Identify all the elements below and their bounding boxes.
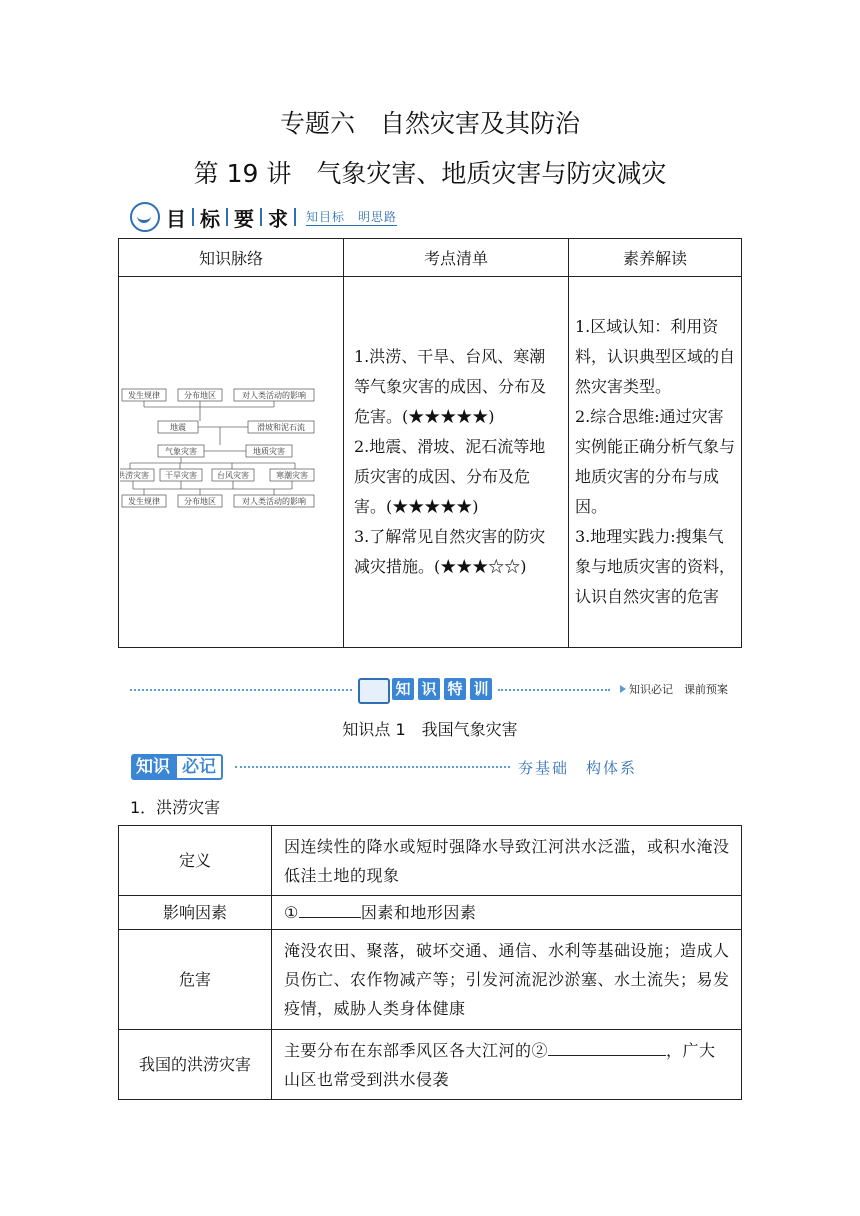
banner-char: 识 bbox=[418, 678, 440, 700]
banner-char: 特 bbox=[444, 678, 466, 700]
banner-right bbox=[620, 681, 728, 697]
diagram-label: 洪涝灾害 bbox=[120, 471, 149, 480]
dotted-rule bbox=[498, 689, 610, 691]
row-value bbox=[272, 1030, 742, 1100]
goals-char: 要 bbox=[234, 206, 254, 231]
diagram-label: 对人类活动的影响 bbox=[242, 391, 306, 400]
row-value bbox=[272, 896, 742, 930]
header-cell: 知识脉络 bbox=[119, 239, 344, 277]
banner-char: 训 bbox=[470, 678, 492, 700]
diagram-label: 干旱灾害 bbox=[165, 471, 197, 480]
goals-logo-icon bbox=[130, 202, 160, 232]
goals-char: 目 bbox=[166, 206, 186, 231]
goals-header bbox=[130, 203, 397, 231]
diagram-label: 地震 bbox=[170, 423, 186, 432]
row-value: 淹没农田、聚落，破坏交通、通信、水利等基础设施；造成人员伤亡、农作物减产等；引发河流泥沙淤塞、水土流失；易发疫情，威胁人类身体健康 bbox=[272, 930, 742, 1030]
must-remember-header bbox=[131, 754, 637, 780]
fill-blank[interactable] bbox=[548, 1037, 666, 1056]
diagram-label: 地质灾害 bbox=[253, 447, 285, 456]
blank-suffix: ，广大山区也常受到洪水侵袭 bbox=[284, 1040, 716, 1089]
overview-table bbox=[118, 238, 742, 648]
divider bbox=[226, 208, 228, 226]
literacy-point: 2.综合思维:通过灾害实例能正确分析气象与地质灾害的分布与成因。 bbox=[575, 407, 736, 516]
lecture-title: 第 19 讲 气象灾害、地质灾害与防灾减灾 bbox=[193, 159, 667, 188]
banner-title bbox=[392, 678, 496, 700]
goals-subtitle: 知目标 明思路 bbox=[306, 210, 398, 224]
topic-title: 专题六 自然灾害及其防治 bbox=[279, 109, 580, 138]
divider bbox=[294, 208, 296, 226]
diagram-label: 分布地区 bbox=[184, 391, 216, 400]
must-box: 知识 bbox=[131, 754, 175, 780]
row-value: 因连续性的降水或短时强降水导致江河洪水泛滥，或积水淹没低洼土地的现象 bbox=[272, 826, 742, 896]
literacy-cell bbox=[569, 277, 742, 648]
diagram-label: 发生规律 bbox=[128, 391, 160, 400]
divider bbox=[192, 208, 194, 226]
literacy-point: 1.区域认知：利用资料，认识典型区域的自然灾害类型。 bbox=[575, 317, 736, 396]
exam-points-cell bbox=[344, 277, 569, 648]
row-label: 危害 bbox=[119, 930, 272, 1030]
banner-char: 知 bbox=[392, 678, 414, 700]
diagram-label: 对人类活动的影响 bbox=[242, 497, 306, 506]
section-banner bbox=[130, 678, 740, 702]
header-cell: 考点清单 bbox=[344, 239, 569, 277]
fill-blank[interactable] bbox=[299, 899, 361, 918]
diagram-label: 寒潮灾害 bbox=[276, 471, 308, 480]
exam-point: 2.地震、滑坡、泥石流等地质灾害的成因、分布及危害。(★★★★★) bbox=[354, 437, 546, 516]
header-cell: 素养解读 bbox=[569, 239, 742, 277]
blank-prefix: ① bbox=[284, 903, 299, 922]
book-icon bbox=[358, 678, 390, 704]
exam-point: 1.洪涝、干旱、台风、寒潮等气象灾害的成因、分布及危害。(★★★★★) bbox=[354, 347, 547, 426]
diagram-label: 台风灾害 bbox=[217, 471, 249, 480]
blank-prefix: 主要分布在东部季风区各大江河的② bbox=[284, 1040, 549, 1060]
arrow-icon bbox=[620, 685, 626, 693]
banner-right-text: 知识必记 课前预案 bbox=[629, 683, 728, 696]
flood-table bbox=[118, 825, 742, 1100]
exam-point: 3.了解常见自然灾害的防灾减灾措施。(★★★☆☆) bbox=[354, 527, 546, 576]
dotted-rule bbox=[130, 689, 352, 691]
literacy-point: 3.地理实践力:搜集气象与地质灾害的资料，认识自然灾害的危害 bbox=[575, 527, 736, 606]
divider bbox=[260, 208, 262, 226]
diagram-label: 分布地区 bbox=[184, 497, 216, 506]
blank-suffix: 因素和地形因素 bbox=[360, 903, 477, 922]
knowledge-map-cell bbox=[119, 277, 344, 648]
section-heading: 1．洪涝灾害 bbox=[130, 798, 221, 817]
goals-char: 标 bbox=[200, 206, 220, 231]
diagram-label: 滑坡和泥石流 bbox=[257, 423, 305, 432]
must-box: 必记 bbox=[175, 754, 223, 780]
row-label: 定义 bbox=[119, 826, 272, 896]
goals-char: 求 bbox=[268, 206, 288, 231]
knowledge-point-title: 知识点 1 我国气象灾害 bbox=[342, 720, 518, 739]
diagram-label: 发生规律 bbox=[128, 497, 160, 506]
dotted-rule bbox=[235, 766, 510, 768]
row-label: 我国的洪涝灾害 bbox=[119, 1030, 272, 1100]
knowledge-map-diagram bbox=[120, 387, 330, 527]
must-subtitle: 夯基础 构体系 bbox=[518, 758, 638, 777]
diagram-label: 气象灾害 bbox=[165, 447, 197, 456]
row-label: 影响因素 bbox=[119, 896, 272, 930]
